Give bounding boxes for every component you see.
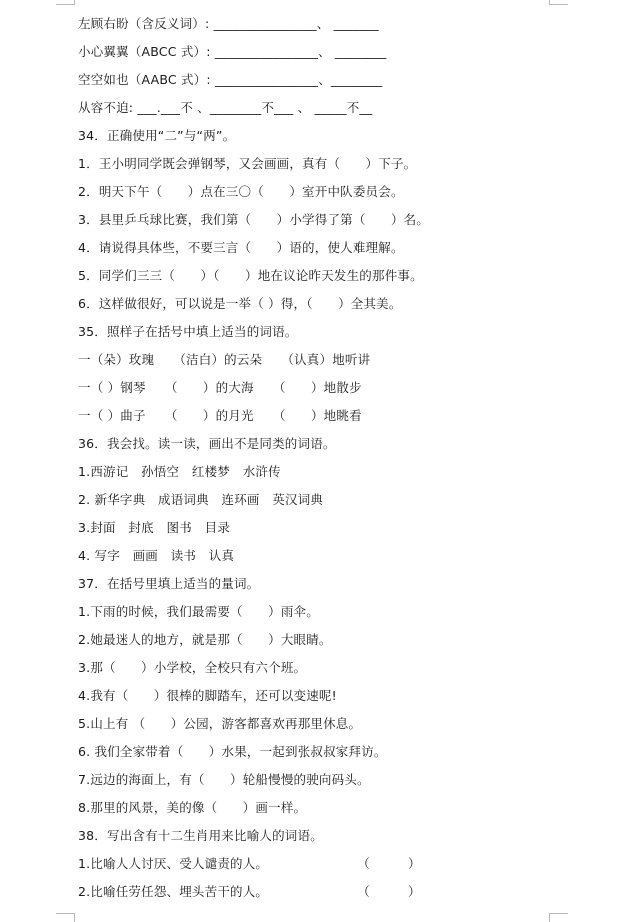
- question-item: 2．明天下午（ ）点在三〇（ ）室开中队委员会。: [78, 184, 404, 199]
- word-group-row: 3.封面 封底 图书 目录: [78, 520, 231, 535]
- question-item: 2.比喻任劳任怨、埋头苦干的人。 （ ）: [78, 884, 421, 899]
- fill-in-line-pattern: 从容不迫: ___.___不 、________不___ 、 _____不__: [78, 100, 373, 115]
- question-item: 5．同学们三三（ ）（ ）地在议论昨天发生的那件事。: [78, 268, 423, 283]
- question-37-heading: 37．在括号里填上适当的量词。: [78, 576, 260, 591]
- page-corner-mark: [549, 0, 568, 5]
- exercise-row: 一（ ）钢琴 （ ）的大海 （ ）地散步: [78, 380, 362, 395]
- question-item: 7.远边的海面上，有（ ）轮船慢慢的驶向码头。: [78, 772, 370, 787]
- question-34-heading: 34．正确使用“二”与“两”。: [78, 128, 236, 143]
- question-item: 4.我有（ ）很棒的脚踏车，还可以变速呢!: [78, 688, 337, 703]
- fill-in-line-aabc: 空空如也（AABC 式）: ________________、________: [78, 72, 383, 87]
- question-38-heading: 38．写出含有十二生肖用来比喻人的词语。: [78, 828, 323, 843]
- page-corner-mark: [56, 0, 75, 5]
- question-item: 2.她最迷人的地方，就是那（ ）大眼睛。: [78, 632, 332, 647]
- page-corner-mark: [549, 913, 568, 922]
- question-item: 4．请说得具体些，不要三言（ ）语的，使人难理解。: [78, 240, 404, 255]
- question-35-heading: 35．照样子在括号中填上适当的词语。: [78, 324, 298, 339]
- page-corner-mark: [56, 913, 75, 922]
- question-item: 5.山上有 （ ）公园，游客都喜欢再那里休息。: [78, 716, 362, 731]
- exercise-row: 一（ ）曲子 （ ）的月光 （ ）地眺看: [78, 408, 362, 423]
- question-item: 6．这样做很好，可以说是一举（ ）得，（ ）全其美。: [78, 296, 402, 311]
- example-row: 一（朵）玫瑰 （洁白）的云朵 （认真）地听讲: [78, 352, 371, 367]
- question-item: 3．县里乒乓球比赛，我们第（ ）小学得了第（ ）名。: [78, 212, 430, 227]
- question-item: 1．王小明同学既会弹钢琴，又会画画，真有（ ）下子。: [78, 156, 417, 171]
- question-36-heading: 36．我会找。读一读，画出不是同类的词语。: [78, 436, 336, 451]
- question-item: 6. 我们全家带着（ ）水果，一起到张叔叔家拜访。: [78, 744, 387, 759]
- question-item: 1.下雨的时候，我们最需要（ ）雨伞。: [78, 604, 319, 619]
- question-item: 1.比喻人人讨厌、受人谴责的人。 （ ）: [78, 856, 421, 871]
- word-group-row: 2. 新华字典 成语词典 连环画 英汉词典: [78, 492, 324, 507]
- question-item: 8.那里的风景，美的像（ ）画一样。: [78, 800, 307, 815]
- worksheet-body: [78, 12, 598, 908]
- fill-in-line-antonyms: 左顾右盼（含反义词）: ________________、 _______: [78, 16, 379, 31]
- fill-in-line-abcc: 小心翼翼（ABCC 式）: ________________、 ________: [78, 44, 387, 59]
- word-group-row: 1.西游记 孙悟空 红楼梦 水浒传: [78, 464, 281, 479]
- question-item: 3.那（ ）小学校，全校只有六个班。: [78, 660, 307, 675]
- word-group-row: 4. 写字 画画 读书 认真: [78, 548, 235, 563]
